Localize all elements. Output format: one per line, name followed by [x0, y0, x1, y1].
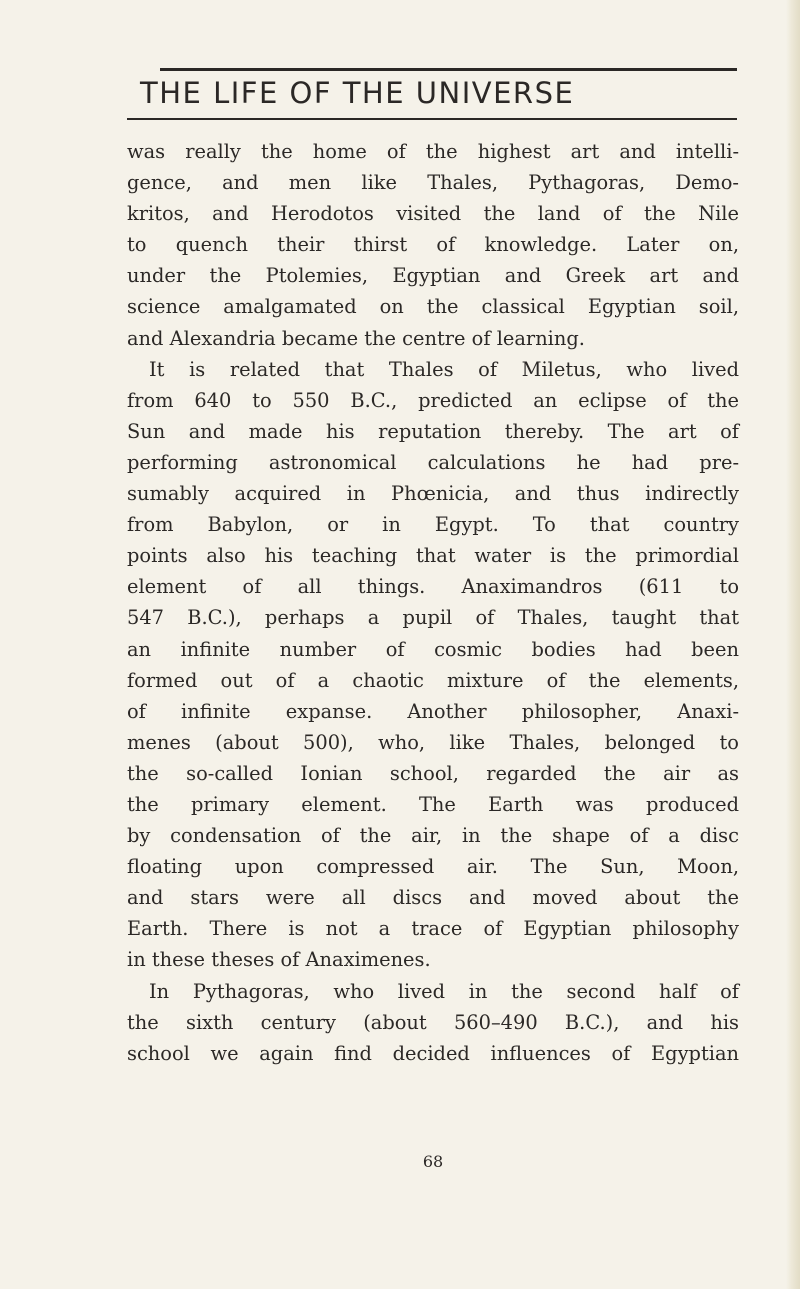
body-text	[127, 136, 739, 1069]
text-line: and stars were all discs and moved about the	[127, 886, 739, 910]
text-line: points also his teaching that water is the primordial	[127, 544, 739, 568]
text-line: Sun and made his reputation thereby. The art of	[127, 419, 739, 443]
text-line: from 640 to 550 B.C., predicted an eclipse of the	[127, 388, 739, 412]
text-line: gence, and men like Thales, Pythagoras, Demo-	[127, 171, 739, 195]
text-line: sumably acquired in Phœnicia, and thus indirectly	[127, 482, 739, 506]
page-edge-shadow	[786, 0, 800, 1289]
text-line: In Pythagoras, who lived in the second half of	[149, 979, 739, 1003]
text-line: school we again find decided influences of Egyptian	[127, 1041, 739, 1065]
text-line: under the Ptolemies, Egyptian and Greek art and	[127, 264, 739, 288]
text-line: the primary element. The Earth was produced	[127, 792, 739, 816]
text-line: floating upon compressed air. The Sun, Moon,	[127, 855, 739, 879]
text-line: 547 B.C.), perhaps a pupil of Thales, taught that	[127, 606, 739, 630]
text-line: kritos, and Herodotos visited the land of the Nile	[127, 202, 739, 226]
running-head: THE LIFE OF THE UNIVERSE	[140, 76, 575, 110]
text-line: It is related that Thales of Miletus, who lived	[149, 357, 739, 381]
text-line: the so-called Ionian school, regarded the air as	[127, 761, 739, 785]
text-line: formed out of a chaotic mixture of the elements,	[127, 668, 739, 692]
text-line: of infinite expanse. Another philosopher, Anaxi-	[127, 699, 739, 723]
page-number: 68	[422, 1152, 444, 1171]
text-line: the sixth century (about 560–490 B.C.), and his	[127, 1010, 739, 1034]
text-line: was really the home of the highest art and intelli-	[127, 140, 739, 163]
text-line: from Babylon, or in Egypt. To that country	[127, 513, 739, 537]
text-line: to quench their thirst of knowledge. Later on,	[127, 233, 739, 257]
text-line: an infinite number of cosmic bodies had been	[127, 637, 739, 661]
text-line: menes (about 500), who, like Thales, belonged to	[127, 730, 739, 754]
text-line: science amalgamated on the classical Egyptian soil,	[127, 295, 739, 319]
text-line: element of all things. Anaximandros (611 to	[127, 575, 739, 599]
text-line: performing astronomical calculations he had pre-	[127, 450, 739, 474]
header-rule-top	[160, 68, 737, 71]
text-line: Earth. There is not a trace of Egyptian philosophy	[127, 917, 739, 941]
text-line: in these theses of Anaximenes.	[127, 948, 431, 972]
text-line: by condensation of the air, in the shape of a disc	[127, 824, 739, 848]
header-rule-bottom	[127, 118, 737, 120]
text-line: and Alexandria became the centre of learning.	[127, 326, 585, 350]
